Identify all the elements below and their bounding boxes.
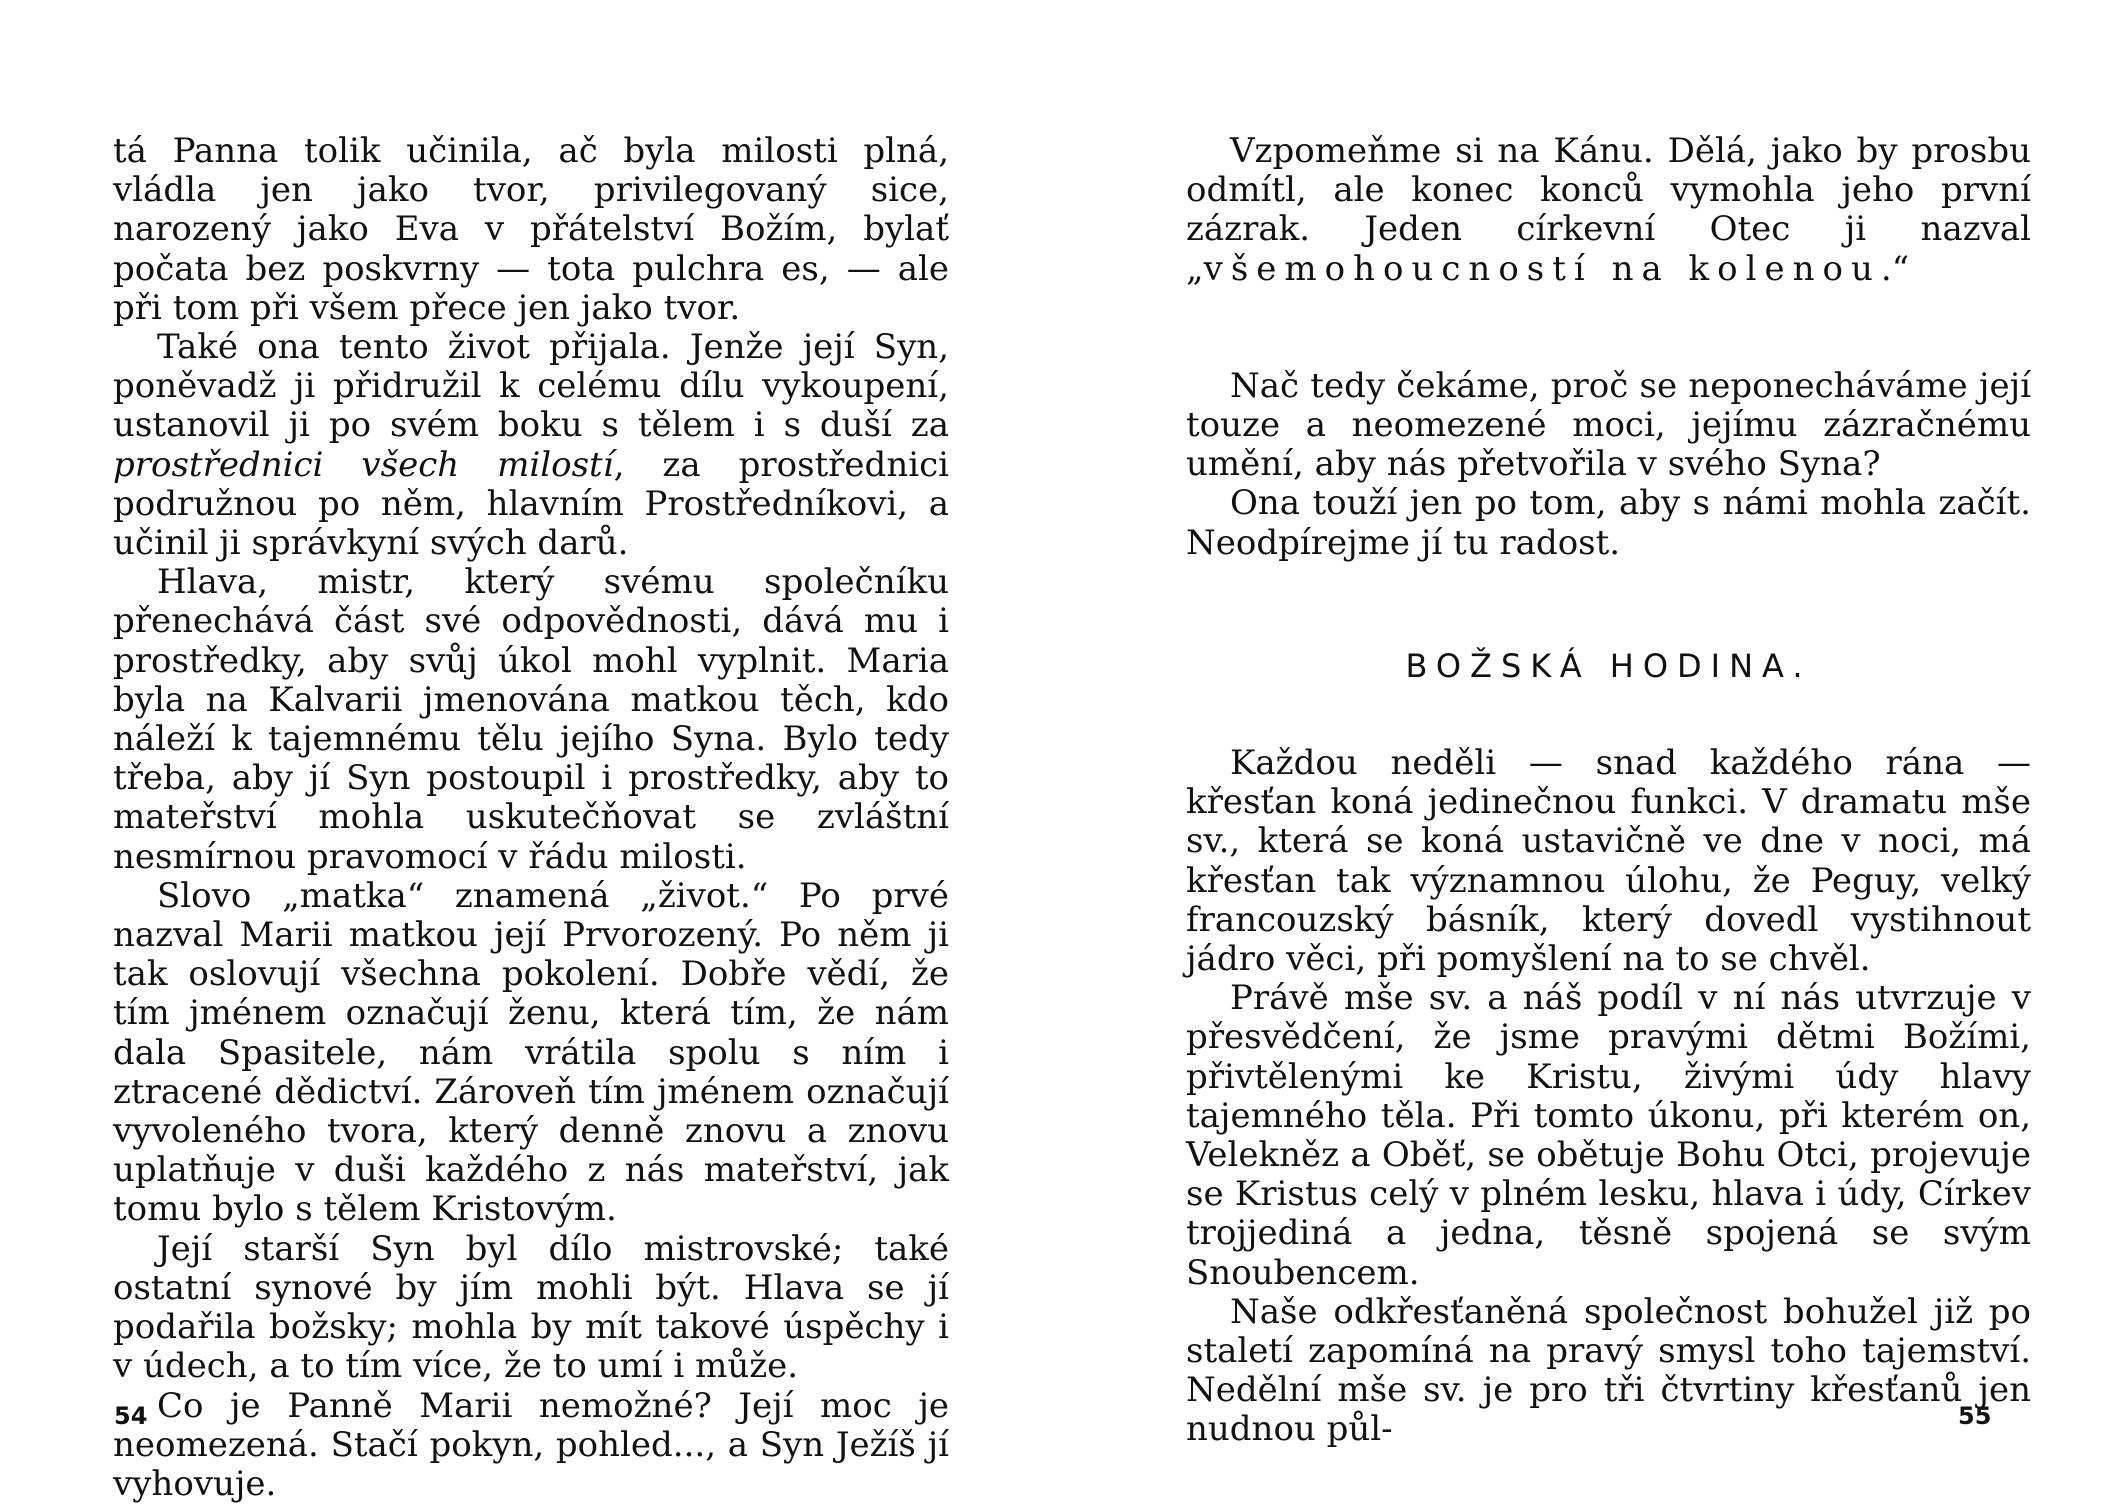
paragraph: Naše odkřesťaněná společnost bohužel již po staletí zapomíná na pravý smysl toho tajemství. Nedělní mše sv. je pro tři čtvrtiny křesťanů jen nudnou půl- [1186, 1293, 2031, 1450]
paragraph-text: , za prostřednici podružnou po něm, hlavním Prostředníkovi, a učinil ji správkyní svých darů. [113, 445, 949, 563]
right-text-block [1186, 132, 2031, 1450]
right-page [1061, 0, 2122, 1500]
paragraph [113, 328, 949, 563]
paragraph-text: .“ [1881, 249, 1909, 289]
section-gap [1186, 289, 2031, 367]
italic-phrase: prostřednici všech milostí [113, 445, 614, 485]
paragraph: Co je Panně Marii nemožné? Její moc je neomezená. Stačí pokyn, pohled..., a Syn Ježíš jí vyhovuje. [113, 1387, 949, 1504]
paragraph: Slovo „matka“ znamená „život.“ Po prvé nazval Marii matkou její Prvorozený. Po něm ji tak oslovují všechna pokolení. Dobře vědí, že tím jménem označují ženu, která tím, že nám dala Spasitele, nám vrátila spolu s ním i ztracené dědictví. Zároveň tím jménem označují vyvoleného tvora, který denně znovu a znovu uplatňuje v duši každého z nás mateřství, jak tomu bylo s tělem Kristovým. [113, 877, 949, 1230]
left-text-block [113, 132, 949, 1504]
spaced-phrase: všemohoucností na kolenou [1204, 249, 1881, 289]
paragraph: Právě mše sv. a náš podíl v ní nás utvrzuje v přesvědčení, že jsme pravými dětmi Božími, přivtělenými ke Kristu, živými údy hlavy tajemného těla. Při tomto úkonu, při kterém on, Velekněz a Oběť, se obětuje Bohu Otci, projevuje se Kristus celý v plném lesku, hlava i údy, Církev trojjediná a jedna, těsně spojená se svým Snoubencem. [1186, 979, 2031, 1293]
paragraph: Její starší Syn byl dílo mistrovské; také ostatní synové by jím mohli být. Hlava se jí podařila božsky; mohla by mít takové úspěchy i v údech, a to tím více, že to umí i může. [113, 1230, 949, 1387]
paragraph-text: Vzpomeňme si na Kánu. Dělá, jako by prosbu odmítl, ale konec konců vymohla jeho první zázrak. Jeden církevní Otec ji nazval „ [1186, 131, 2031, 289]
paragraph: Nač tedy čekáme, proč se neponecháváme její touze a neomezené moci, jejímu zázračnému umění, aby nás přetvořila v svého Syna? [1186, 367, 2031, 485]
paragraph: Ona touží jen po tom, aby s námi mohla začít. Neodpírejme jí tu radost. [1186, 484, 2031, 562]
page-number: 55 [1958, 1402, 1991, 1430]
paragraph-text: Také ona tento život přijala. Jenže její Syn, poněvadž ji přidružil k celému dílu vykoupení, ustanovil ji po svém boku s tělem i s duší za [113, 327, 949, 445]
paragraph [1186, 132, 2031, 289]
paragraph: Hlava, mistr, který svému společníku přenechává část své odpovědnosti, dává mu i prostředky, aby svůj úkol mohl vyplnit. Maria byla na Kalvarii jmenována matkou těch, kdo náleží k tajemnému tělu jejího Syna. Bylo tedy třeba, aby jí Syn postoupil i prostředky, aby to mateřství mohla uskutečňovat se zvláštní nesmírnou pravomocí v řádu milosti. [113, 563, 949, 877]
page-number: 54 [114, 1402, 147, 1430]
paragraph: Každou neděli — snad každého rána — křesťan koná jedinečnou funkci. V dramatu mše sv., která se koná ustavičně ve dne v noci, má křesťan tak významnou úlohu, že Peguy, velký francouzský básník, který dovedl vystihnout jádro věci, při pomyšlení na to se chvěl. [1186, 744, 2031, 979]
chapter-title: BOŽSKÁ HODINA. [1186, 647, 2031, 686]
paragraph: tá Panna tolik učinila, ač byla milosti plná, vládla jen jako tvor, privilegovaný sice, narozený jako Eva v přátelství Božím, bylať počata bez poskvrny — tota pulchra es, — ale při tom při všem přece jen jako tvor. [113, 132, 949, 328]
left-page [0, 0, 1061, 1500]
